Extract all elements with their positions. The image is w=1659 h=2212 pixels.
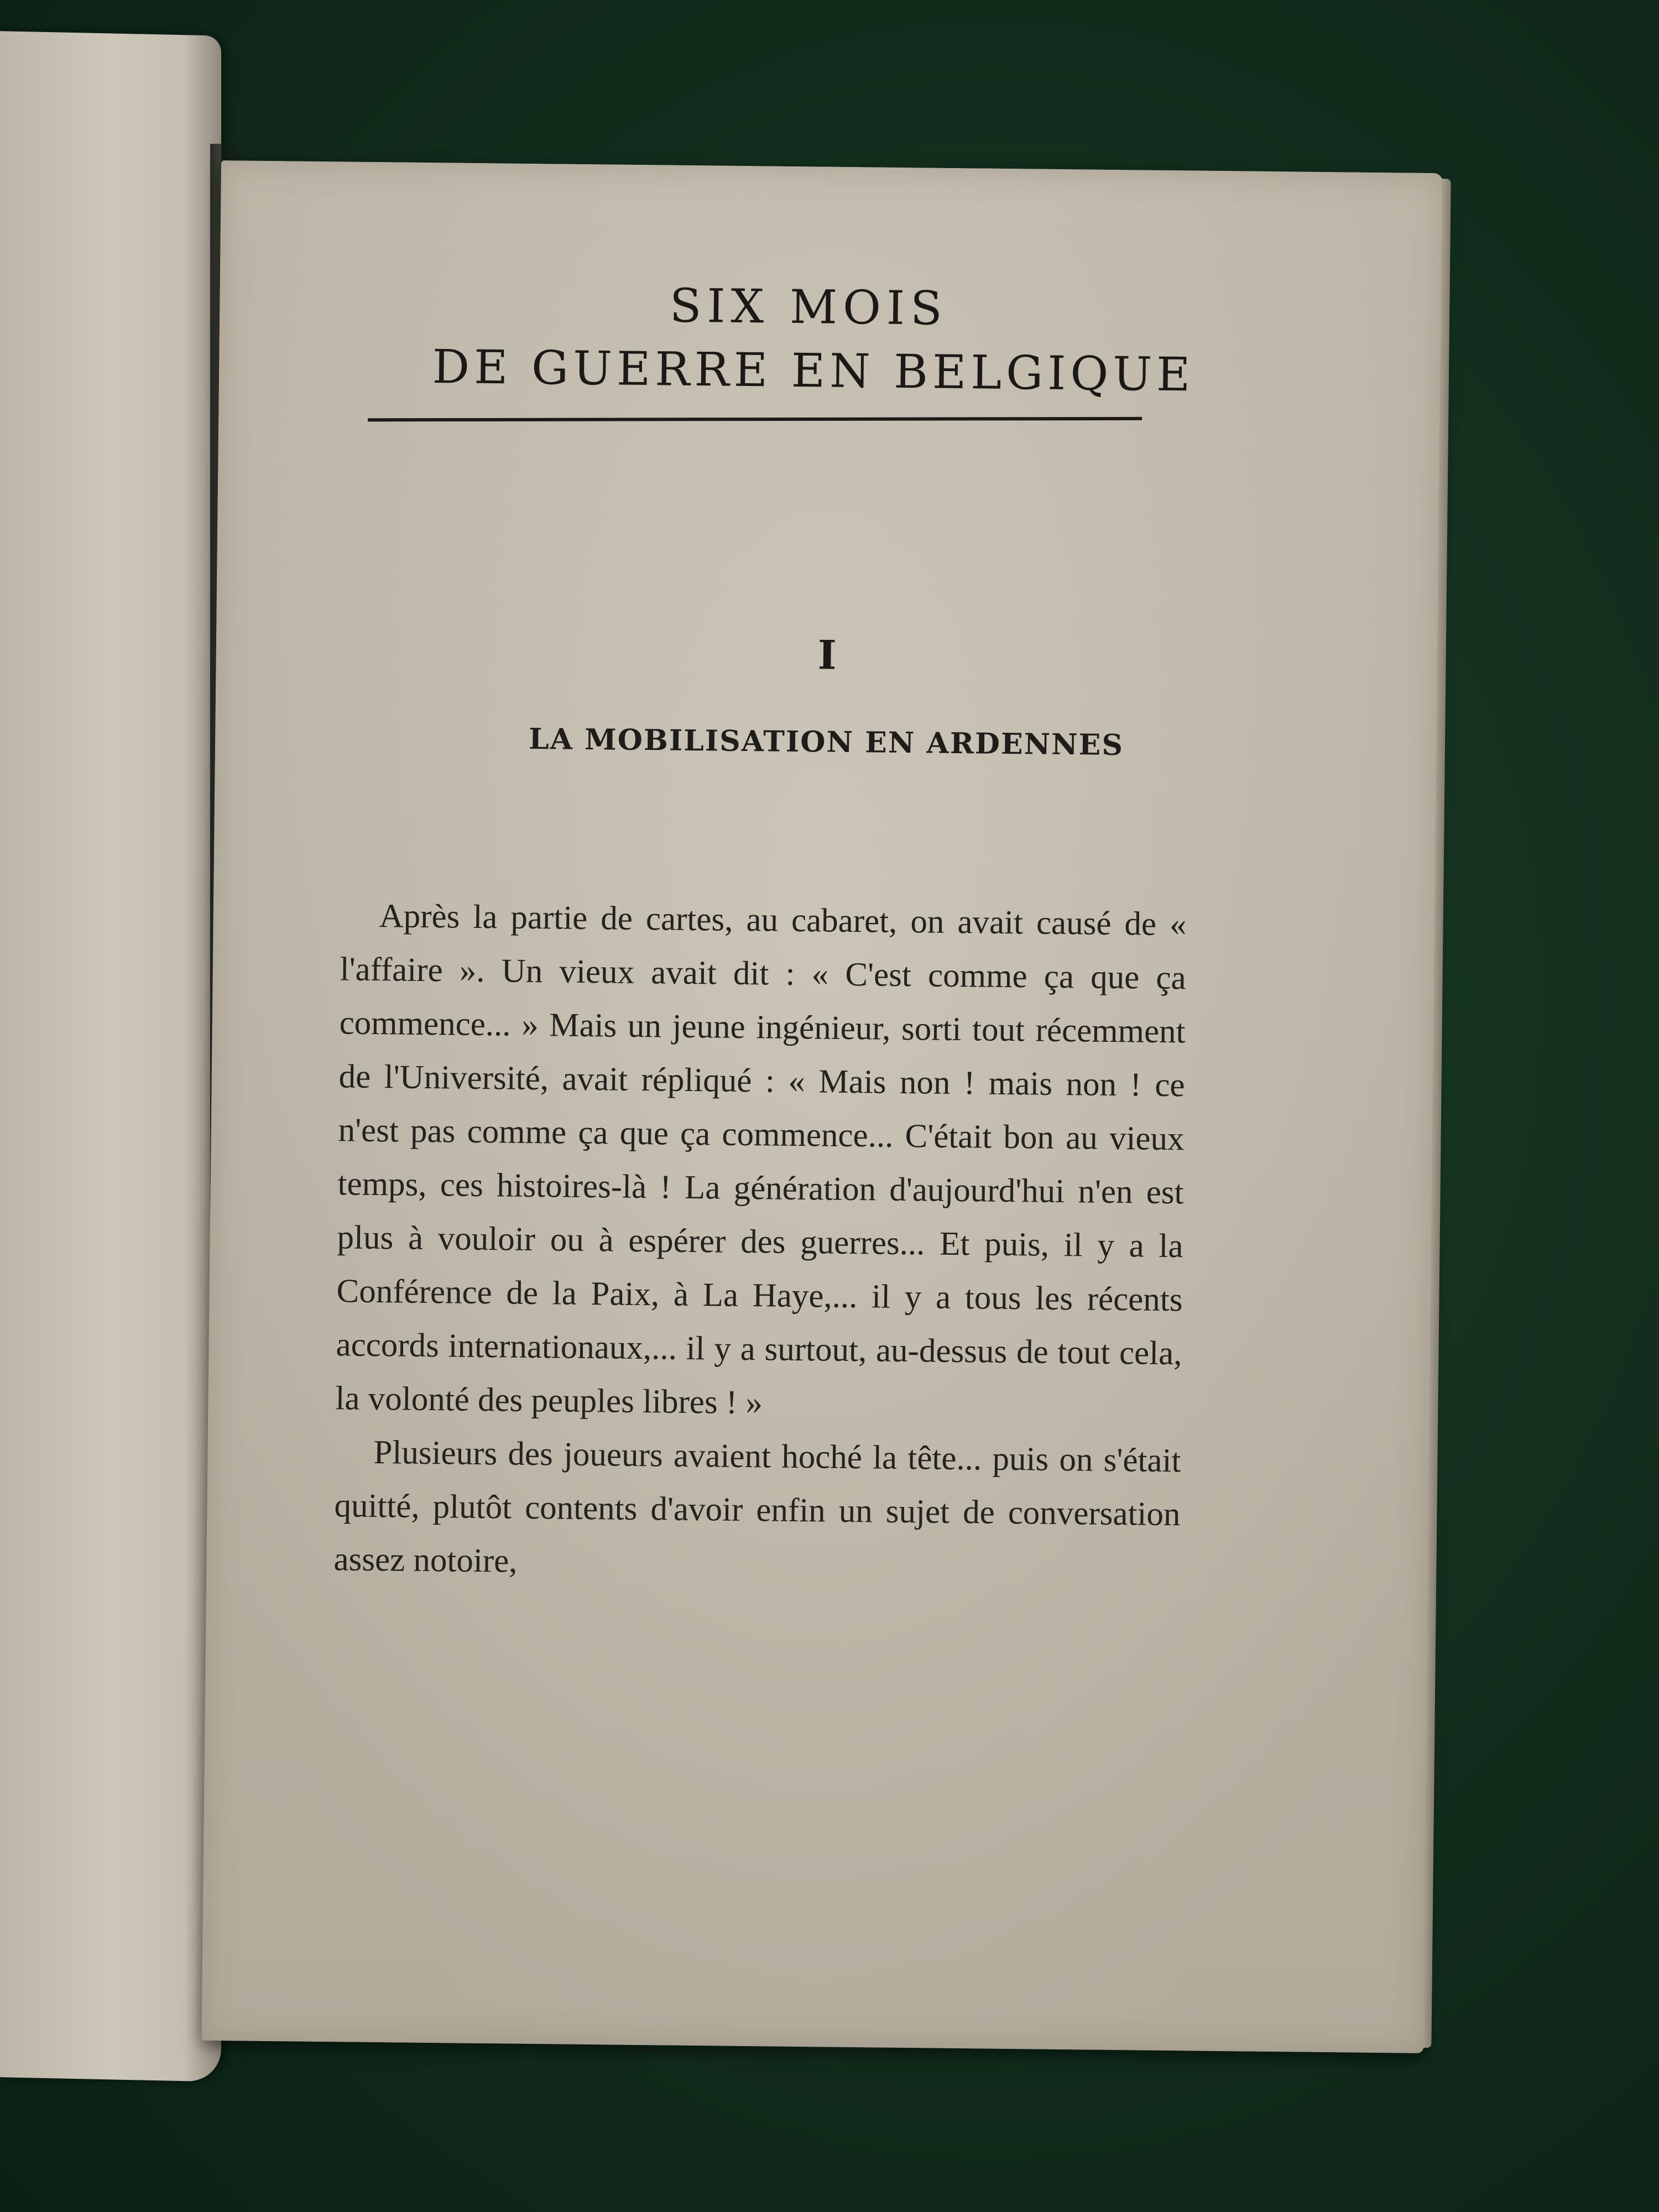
book-title-line-1: SIX MOIS	[669, 278, 948, 336]
book-page	[201, 160, 1443, 2053]
title-rule	[368, 417, 1142, 421]
paragraph: Plusieurs des joueurs avaient hoché la tête... puis on s'était quitté, plutôt contents d'avoir enfin un sujet de conversation assez notoire,	[333, 1434, 1181, 1580]
body-text	[333, 889, 1187, 1595]
paragraph: Après la partie de cartes, au cabaret, on avait causé de « l'affaire ». Un vieux avait dit : « C'est comme ça que ça commence... » Mais un jeune ingénieur, sorti tout récemment de l'Université, avait répliqué : « Mais non ! mais non ! ce n'est pas comme ça que ça commence... C'était bon au vieux temps, ces histoires-là ! La génération d'aujourd'hui n'en est plus à vouloir ou à espérer des guerres... Et puis, il y a la Conférence de la Paix, à La Haye,... il y a tous les récents accords internationaux,... il y a surtout, au-dessus de tout cela, la volonté des peuples libres ! »	[335, 898, 1187, 1422]
book-title-line-2: DE GUERRE EN BELGIQUE	[432, 340, 1195, 402]
chapter-number: I	[817, 631, 837, 679]
chapter-title: LA MOBILISATION EN ARDENNES	[528, 722, 1124, 763]
left-page	[0, 30, 221, 2081]
page-edge	[1422, 179, 1451, 2048]
